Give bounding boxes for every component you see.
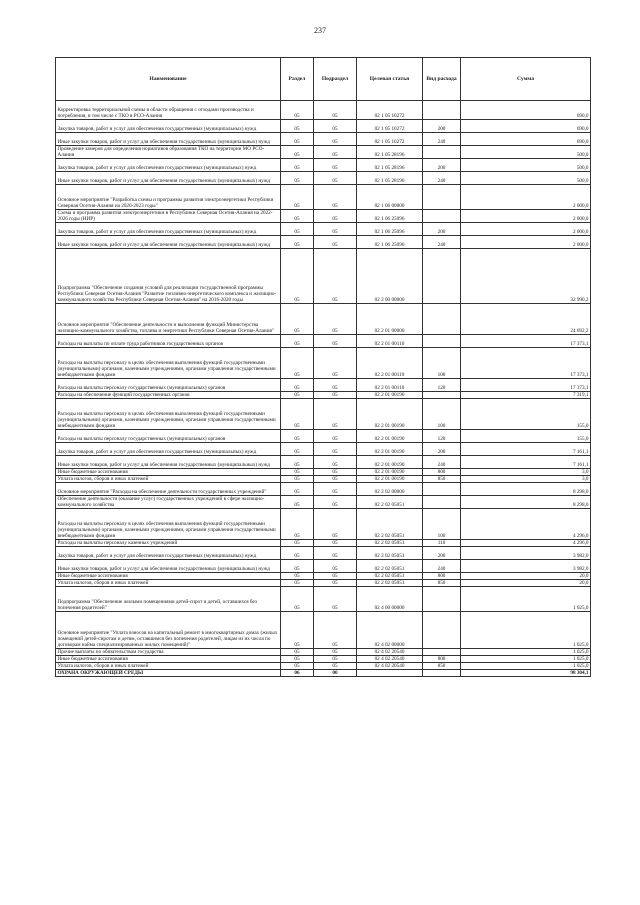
row-section-cell: 05 [281, 172, 314, 185]
row-target-cell: 02 2 00 00000 [357, 249, 423, 304]
row-section-cell: 05 [281, 249, 314, 304]
table-row [56, 236, 591, 249]
row-amount-cell: 1 025,0 [461, 663, 591, 670]
row-type-cell: 200 [423, 443, 461, 456]
row-type-cell [423, 612, 461, 649]
row-target-cell: 02 4 02 20540 [357, 663, 423, 670]
row-type-cell [423, 392, 461, 399]
table-row [56, 670, 591, 677]
row-subsection-cell: 05 [314, 649, 357, 656]
row-target-cell: 02 2 02 05051 [357, 580, 423, 587]
row-type-cell: 200 [423, 159, 461, 172]
row-subsection-cell: 05 [314, 172, 357, 185]
row-section-cell: 05 [281, 379, 314, 392]
row-target-cell: 02 2 02 05051 [357, 573, 423, 580]
row-section-cell: 05 [281, 399, 314, 430]
row-name-cell: Расходы на выплаты персоналу государственных (муниципальных) органов [56, 430, 281, 443]
header-subsection: Подраздел [314, 58, 357, 101]
row-section-cell: 05 [281, 146, 314, 159]
row-subsection-cell: 05 [314, 146, 357, 159]
row-section-cell: 05 [281, 185, 314, 210]
table-row [56, 573, 591, 580]
table-row [56, 430, 591, 443]
row-name-cell: Иные бюджетные ассигнования [56, 656, 281, 663]
row-subsection-cell: 05 [314, 159, 357, 172]
row-subsection-cell: 05 [314, 348, 357, 379]
row-section-cell: 05 [281, 392, 314, 399]
table-row [56, 580, 591, 587]
row-type-cell [423, 185, 461, 210]
row-subsection-cell: 00 [314, 670, 357, 677]
row-amount-cell: 17 373,1 [461, 379, 591, 392]
row-section-cell: 05 [281, 456, 314, 469]
row-type-cell [423, 249, 461, 304]
table-row [56, 392, 591, 399]
table-row [56, 456, 591, 469]
table-row [56, 496, 591, 509]
table-row [56, 172, 591, 185]
row-type-cell: 850 [423, 476, 461, 483]
row-subsection-cell: 05 [314, 547, 357, 560]
header-expense-type: Вид расхода [423, 58, 461, 101]
row-section-cell: 05 [281, 133, 314, 146]
row-name-cell: Расходы на выплаты по оплате труда работников государственных органов [56, 335, 281, 348]
row-amount-cell: 155,0 [461, 399, 591, 430]
row-name-cell: Уплата налогов, сборов и иных платежей [56, 580, 281, 587]
row-subsection-cell: 05 [314, 476, 357, 483]
row-type-cell: 200 [423, 223, 461, 236]
row-target-cell: 02 1 06 25096 [357, 236, 423, 249]
row-target-cell: 02 1 06 25096 [357, 210, 423, 223]
table-row [56, 379, 591, 392]
page-number: 237 [314, 26, 326, 35]
table-row [56, 612, 591, 649]
row-subsection-cell: 05 [314, 573, 357, 580]
row-subsection-cell: 05 [314, 430, 357, 443]
row-amount-cell: 8 298,0 [461, 496, 591, 509]
row-amount-cell: 690,0 [461, 120, 591, 133]
row-amount-cell: 690,0 [461, 133, 591, 146]
table-row [56, 443, 591, 456]
header-target: Целевая статья [357, 58, 423, 101]
row-section-cell: 05 [281, 540, 314, 547]
row-section-cell: 05 [281, 223, 314, 236]
row-name-cell: Расходы на выплаты персоналу в целях обеспечения выполнения функций государственными (муниципальными) органами, казенными учреждениями, органами управления государственными внебюджетными фондами [56, 509, 281, 540]
row-type-cell [423, 101, 461, 120]
row-section-cell: 05 [281, 443, 314, 456]
row-name-cell: Закупка товаров, работ и услуг для обеспечения государственных (муниципальных) нужд [56, 443, 281, 456]
row-subsection-cell: 05 [314, 304, 357, 335]
row-name-cell: Иные бюджетные ассигнования [56, 469, 281, 476]
table-body [56, 101, 591, 677]
table-row [56, 159, 591, 172]
row-subsection-cell: 05 [314, 443, 357, 456]
row-amount-cell: 7 161,1 [461, 443, 591, 456]
row-type-cell [423, 335, 461, 348]
row-name-cell: Закупка товаров, работ и услуг для обеспечения государственных (муниципальных) нужд [56, 547, 281, 560]
row-subsection-cell: 05 [314, 185, 357, 210]
row-name-cell: Корректировка территориальной схемы в области обращения с отходами производства и потребления, в том числе с ТКО в РСО-Алания [56, 101, 281, 120]
row-subsection-cell: 05 [314, 392, 357, 399]
row-section-cell: 05 [281, 304, 314, 335]
row-type-cell [423, 670, 461, 677]
row-amount-cell: 2 000,0 [461, 223, 591, 236]
row-name-cell: Уплата налогов, сборов и иных платежей [56, 663, 281, 670]
row-section-cell: 05 [281, 101, 314, 120]
table-row [56, 399, 591, 430]
row-name-cell: Проведение замеров для определения нормативов образования ТКО на территории МО РСО-Алания [56, 146, 281, 159]
row-target-cell: 02 2 02 00000 [357, 483, 423, 496]
row-target-cell: 02 2 01 00000 [357, 304, 423, 335]
row-subsection-cell: 05 [314, 483, 357, 496]
row-type-cell: 200 [423, 547, 461, 560]
row-name-cell: Расходы на выплаты персоналу в целях обеспечения выполнения функций государственными (муниципальными) органами, казенными учреждениями, органами управления государственными внебюджетными фондами [56, 348, 281, 379]
row-amount-cell: 2 000,0 [461, 210, 591, 223]
table-row [56, 483, 591, 496]
row-name-cell: Иные закупки товаров, работ и услуг для обеспечения государственных (муниципальных) нужд [56, 236, 281, 249]
row-section-cell: 05 [281, 560, 314, 573]
row-name-cell: Обеспечение деятельности (оказание услуг) государственных учреждений в сфере жилищно-коммунального хозяйства [56, 496, 281, 509]
row-name-cell: Иные бюджетные ассигнования [56, 573, 281, 580]
row-type-cell: 800 [423, 656, 461, 663]
row-type-cell: 240 [423, 236, 461, 249]
row-section-cell: 05 [281, 496, 314, 509]
row-amount-cell: 3,0 [461, 476, 591, 483]
header-amount: Сумма [461, 58, 591, 101]
row-amount-cell: 690,0 [461, 101, 591, 120]
row-type-cell [423, 649, 461, 656]
row-amount-cell: 3 982,0 [461, 560, 591, 573]
row-target-cell: 02 2 01 00190 [357, 392, 423, 399]
table-row [56, 185, 591, 210]
row-type-cell: 240 [423, 560, 461, 573]
row-subsection-cell: 05 [314, 587, 357, 612]
row-section-cell: 05 [281, 476, 314, 483]
table-row [56, 560, 591, 573]
table-row [56, 547, 591, 560]
row-target-cell: 02 1 06 00000 [357, 185, 423, 210]
row-type-cell: 800 [423, 469, 461, 476]
row-type-cell: 200 [423, 120, 461, 133]
row-target-cell: 02 1 05 10272 [357, 120, 423, 133]
row-subsection-cell: 05 [314, 399, 357, 430]
row-amount-cell: 7 161,1 [461, 456, 591, 469]
row-amount-cell: 1 025,0 [461, 656, 591, 663]
table-row [56, 101, 591, 120]
row-target-cell: 02 4 02 00000 [357, 612, 423, 649]
row-target-cell: 02 2 01 00190 [357, 399, 423, 430]
row-amount-cell: 8 298,0 [461, 483, 591, 496]
row-target-cell: 02 2 01 00190 [357, 456, 423, 469]
row-target-cell: 02 2 01 00190 [357, 476, 423, 483]
row-name-cell: Основное мероприятие "Разработка схемы и программы развития электроэнергетики Республики Северная Осетия-Алания на 2020-2023 годы" [56, 185, 281, 210]
row-section-cell: 05 [281, 210, 314, 223]
row-amount-cell: 17 373,1 [461, 348, 591, 379]
row-type-cell [423, 496, 461, 509]
row-target-cell: 02 2 02 05051 [357, 496, 423, 509]
row-type-cell: 110 [423, 540, 461, 547]
table-row [56, 656, 591, 663]
row-section-cell: 05 [281, 509, 314, 540]
row-type-cell [423, 587, 461, 612]
row-name-cell: Иные закупки товаров, работ и услуг для обеспечения государственных (муниципальных) нужд [56, 133, 281, 146]
row-section-cell: 05 [281, 430, 314, 443]
row-target-cell: 02 1 05 10272 [357, 133, 423, 146]
row-subsection-cell: 05 [314, 379, 357, 392]
row-amount-cell: 1 025,0 [461, 587, 591, 612]
row-target-cell: 02 2 02 05051 [357, 540, 423, 547]
row-subsection-cell: 05 [314, 249, 357, 304]
table-row [56, 587, 591, 612]
row-amount-cell: 24 692,2 [461, 304, 591, 335]
row-type-cell: 100 [423, 399, 461, 430]
row-type-cell [423, 483, 461, 496]
row-type-cell: 240 [423, 172, 461, 185]
row-amount-cell: 1 025,0 [461, 649, 591, 656]
row-type-cell: 120 [423, 430, 461, 443]
row-target-cell: 02 2 01 00110 [357, 335, 423, 348]
row-name-cell: Расходы на выплаты персоналу государственных (муниципальных) органов [56, 379, 281, 392]
row-subsection-cell: 05 [314, 540, 357, 547]
table-row [56, 223, 591, 236]
row-subsection-cell: 05 [314, 210, 357, 223]
row-type-cell: 120 [423, 379, 461, 392]
row-amount-cell: 3,0 [461, 469, 591, 476]
row-amount-cell: 32 990,2 [461, 249, 591, 304]
row-name-cell: Закупка товаров, работ и услуг для обеспечения государственных (муниципальных) нужд [56, 223, 281, 236]
row-target-cell: 02 2 01 00110 [357, 379, 423, 392]
row-amount-cell: 500,0 [461, 172, 591, 185]
row-section-cell: 05 [281, 547, 314, 560]
row-name-cell: Подпрограмма "Обеспечение создания условий для реализации государственной программы Республики Северная Осетия-Алания "Развитие топливно-энергетического комплекса и жилищно-коммунального хозяйства Республики Северная Осетия-Алания" на 2016-2020 годы [56, 249, 281, 304]
row-subsection-cell: 05 [314, 656, 357, 663]
row-section-cell: 05 [281, 580, 314, 587]
row-target-cell: 02 2 01 00190 [357, 443, 423, 456]
table-row [56, 210, 591, 223]
row-amount-cell: 7 319,1 [461, 392, 591, 399]
row-amount-cell: 1 025,0 [461, 612, 591, 649]
row-name-cell: Основное мероприятие "Обеспечение деятельности и выполнения функций Министерства жилищно-коммунального хозяйства, топлива и энергетики Республики Северная Осетия-Алания" [56, 304, 281, 335]
row-type-cell: 850 [423, 663, 461, 670]
row-section-cell: 05 [281, 612, 314, 649]
row-amount-cell: 17 373,1 [461, 335, 591, 348]
row-amount-cell: 4 296,0 [461, 509, 591, 540]
row-type-cell: 850 [423, 580, 461, 587]
table-header-row [56, 58, 591, 101]
row-target-cell: 02 4 02 20540 [357, 656, 423, 663]
header-section: Раздел [281, 58, 314, 101]
row-type-cell: 800 [423, 573, 461, 580]
row-amount-cell: 98 304,1 [461, 670, 591, 677]
row-section-cell: 05 [281, 335, 314, 348]
row-target-cell: 02 2 01 00110 [357, 348, 423, 379]
row-subsection-cell: 05 [314, 335, 357, 348]
row-name-cell: Схема и программа развития электроэнергетики в Республики Северная Осетия-Алания на 2022-2026 годы (НИР) [56, 210, 281, 223]
row-name-cell: Закупка товаров, работ и услуг для обеспечения государственных (муниципальных) нужд [56, 159, 281, 172]
row-target-cell: 02 1 06 25096 [357, 223, 423, 236]
row-type-cell [423, 146, 461, 159]
row-section-cell: 05 [281, 236, 314, 249]
row-subsection-cell: 05 [314, 469, 357, 476]
row-amount-cell: 3 982,0 [461, 547, 591, 560]
budget-table [55, 57, 591, 677]
row-type-cell: 100 [423, 348, 461, 379]
row-target-cell: 02 2 01 00190 [357, 469, 423, 476]
row-target-cell: 02 2 01 00190 [357, 430, 423, 443]
table-row [56, 540, 591, 547]
row-target-cell: 02 1 05 10272 [357, 101, 423, 120]
table-row [56, 476, 591, 483]
row-target-cell: 02 4 02 20540 [357, 649, 423, 656]
row-target-cell: 02 4 00 00000 [357, 587, 423, 612]
row-name-cell: Расходы на выплаты персоналу казенных учреждений [56, 540, 281, 547]
row-type-cell: 240 [423, 133, 461, 146]
table-row [56, 304, 591, 335]
row-section-cell: 05 [281, 483, 314, 496]
row-type-cell [423, 304, 461, 335]
row-subsection-cell: 05 [314, 580, 357, 587]
row-target-cell: 02 1 05 28196 [357, 159, 423, 172]
row-name-cell: ОХРАНА ОКРУЖАЮЩЕЙ СРЕДЫ [56, 670, 281, 677]
table-row [56, 120, 591, 133]
row-subsection-cell: 05 [314, 133, 357, 146]
row-type-cell: 240 [423, 456, 461, 469]
row-amount-cell: 500,0 [461, 146, 591, 159]
row-target-cell [357, 670, 423, 677]
row-section-cell: 05 [281, 120, 314, 133]
row-name-cell: Прочие выплаты по обязательствам государства [56, 649, 281, 656]
table-row [56, 146, 591, 159]
row-name-cell: Расходы на выплаты персоналу в целях обеспечения выполнения функций государственными (муниципальными) органами, казенными учреждениями, органами управления государственными внебюджетными фондами [56, 399, 281, 430]
row-name-cell: Иные закупки товаров, работ и услуг для обеспечения государственных (муниципальных) нужд [56, 456, 281, 469]
row-subsection-cell: 05 [314, 101, 357, 120]
row-section-cell: 05 [281, 573, 314, 580]
table-row [56, 469, 591, 476]
row-amount-cell: 20,0 [461, 573, 591, 580]
row-name-cell: Расходы на обеспечение функций государственных органов [56, 392, 281, 399]
row-target-cell: 02 2 02 05051 [357, 547, 423, 560]
row-section-cell: 05 [281, 587, 314, 612]
row-subsection-cell: 05 [314, 612, 357, 649]
row-amount-cell: 20,0 [461, 580, 591, 587]
table-row [56, 335, 591, 348]
row-section-cell: 05 [281, 469, 314, 476]
row-subsection-cell: 05 [314, 560, 357, 573]
row-amount-cell: 500,0 [461, 159, 591, 172]
row-amount-cell: 155,0 [461, 430, 591, 443]
row-name-cell: Подпрограмма "Обеспечение жилыми помещениями детей-сирот и детей, оставшихся без попечения родителей" [56, 587, 281, 612]
row-section-cell: 05 [281, 656, 314, 663]
table-row [56, 509, 591, 540]
row-section-cell: 06 [281, 670, 314, 677]
row-section-cell: 05 [281, 663, 314, 670]
row-subsection-cell: 05 [314, 509, 357, 540]
row-subsection-cell: 05 [314, 223, 357, 236]
row-section-cell: 05 [281, 649, 314, 656]
row-name-cell: Уплата налогов, сборов и иных платежей [56, 476, 281, 483]
row-target-cell: 02 2 02 05051 [357, 560, 423, 573]
row-amount-cell: 4 296,0 [461, 540, 591, 547]
row-section-cell: 05 [281, 348, 314, 379]
row-name-cell: Иные закупки товаров, работ и услуг для обеспечения государственных (муниципальных) нужд [56, 172, 281, 185]
row-amount-cell: 2 000,0 [461, 185, 591, 210]
header-name: Наименование [56, 58, 281, 101]
row-amount-cell: 2 000,0 [461, 236, 591, 249]
row-name-cell: Иные закупки товаров, работ и услуг для обеспечения государственных (муниципальных) нужд [56, 560, 281, 573]
row-subsection-cell: 05 [314, 496, 357, 509]
table-row [56, 663, 591, 670]
row-subsection-cell: 05 [314, 120, 357, 133]
row-type-cell: 100 [423, 509, 461, 540]
row-target-cell: 02 1 05 28196 [357, 146, 423, 159]
table-row [56, 348, 591, 379]
row-name-cell: Основное мероприятие "Уплата взносов на капитальный ремонт в многоквартирных домах (жилых помещений детей-сиротам и детям, оставшимся без попечения родителей, лицам из их числа по договорам найма специализированных жилых помещений)" [56, 612, 281, 649]
row-subsection-cell: 05 [314, 663, 357, 670]
row-target-cell: 02 1 05 28196 [357, 172, 423, 185]
row-name-cell: Основное мероприятие "Расходы на обеспечение деятельности государственных учреждений" [56, 483, 281, 496]
row-target-cell: 02 2 02 05051 [357, 509, 423, 540]
row-section-cell: 05 [281, 159, 314, 172]
table-row [56, 249, 591, 304]
row-name-cell: Закупка товаров, работ и услуг для обеспечения государственных (муниципальных) нужд [56, 120, 281, 133]
table-row [56, 649, 591, 656]
row-subsection-cell: 05 [314, 456, 357, 469]
table-row [56, 133, 591, 146]
row-subsection-cell: 05 [314, 236, 357, 249]
row-type-cell [423, 210, 461, 223]
